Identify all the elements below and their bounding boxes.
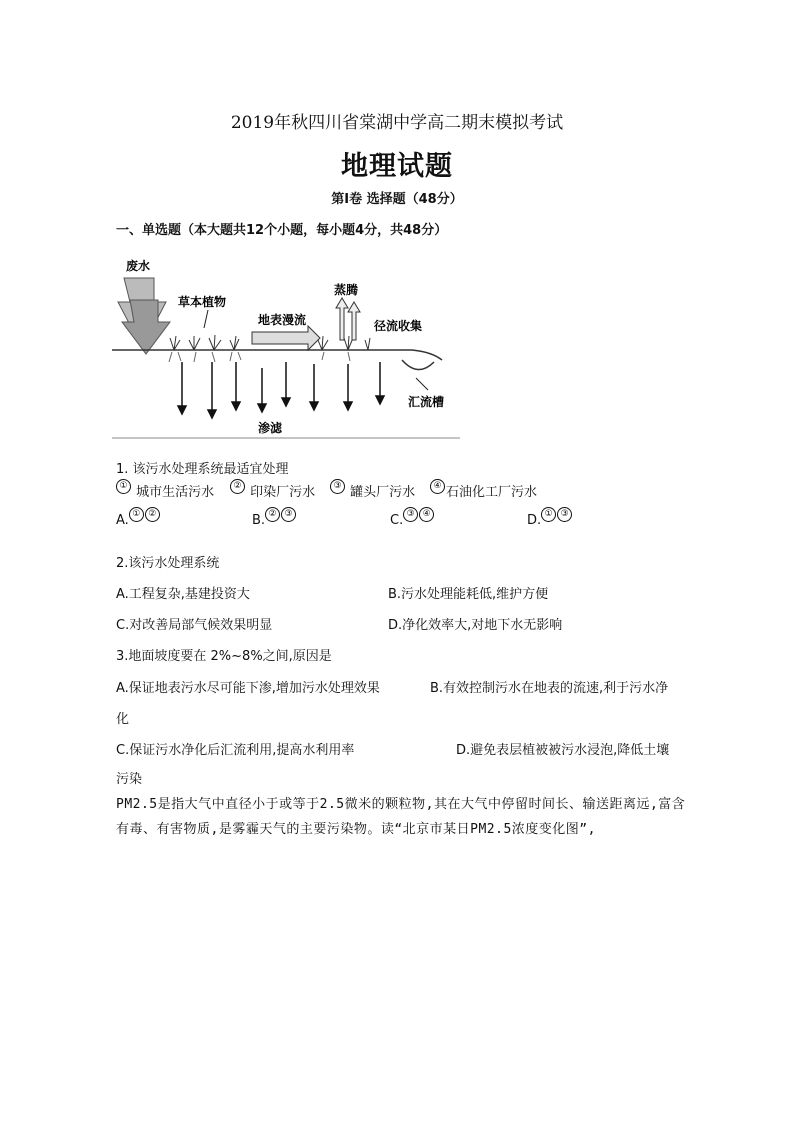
q1-item-4: ④ 石油化工厂污水: [430, 481, 537, 500]
circled-number: ③: [330, 479, 345, 494]
q1-item-2: ② 印染厂污水: [230, 481, 315, 500]
circled-number: ②: [230, 479, 245, 494]
section-heading: 一、单选题（本大题共12个小题，每小题4分，共48分）: [116, 223, 448, 238]
q1-option-d[interactable]: D. ① ③: [527, 513, 573, 528]
evaporation-arrows-icon: [336, 298, 360, 340]
q3-option-c[interactable]: C.保证污水净化后汇流利用,提高水利用率: [116, 743, 355, 758]
q3-option-b-cont: 化: [116, 712, 130, 727]
pm25-passage: PM2.5是指大气中直径小于或等于2.5微米的颗粒物,其在大气中停留时间长、输送距离远,富含有毒、有害物质,是雾霾天气的主要污染物。读“北京市某日PM2.5浓度变化图”,: [116, 797, 686, 837]
q3-stem: 3.地面坡度要在 2%~8%之间,原因是: [116, 649, 332, 664]
q1-item-1: ① 城市生活污水: [116, 481, 214, 500]
q3-option-d-cont: 污染: [116, 772, 143, 787]
q2-option-d[interactable]: D.净化效率大,对地下水无影响: [388, 618, 563, 633]
seepage-arrows-icon: [178, 362, 384, 418]
q2-option-c[interactable]: C.对改善局部气候效果明显: [116, 618, 273, 633]
q1-item-3: ③ 罐头厂污水: [330, 481, 415, 500]
label-plants: 草本植物: [178, 295, 227, 309]
overland-flow-arrow-icon: [252, 326, 320, 350]
q2-option-a[interactable]: A.工程复杂,基建投资大: [116, 587, 250, 602]
exam-subtitle: 2019年秋四川省棠湖中学高二期末模拟考试: [230, 113, 564, 133]
q1-option-b[interactable]: B. ② ③: [252, 513, 297, 528]
volume-heading: 第Ⅰ卷 选择题（48分）: [331, 192, 463, 207]
q3-option-b[interactable]: B.有效控制污水在地表的流速,利于污水净: [430, 681, 669, 696]
channel-icon: [402, 360, 434, 370]
q3-option-d[interactable]: D.避免表层植被被污水浸泡,降低土壤: [456, 743, 670, 758]
label-wastewater: 废水: [126, 259, 151, 273]
label-seepage: 渗滤: [258, 421, 283, 435]
q2-stem: 2.该污水处理系统: [116, 556, 220, 571]
circled-number: ④: [430, 479, 445, 494]
q2-option-b[interactable]: B.污水处理能耗低,维护方便: [388, 587, 549, 602]
circled-number: ①: [116, 479, 131, 494]
label-evaporation: 蒸腾: [334, 283, 359, 297]
label-runoff: 径流收集: [374, 319, 423, 333]
label-channel: 汇流槽: [408, 395, 445, 409]
sewage-treatment-diagram: [112, 250, 462, 442]
exam-title: 地理试题: [341, 151, 453, 182]
q1-stem: 1. 该污水处理系统最适宜处理: [116, 462, 289, 477]
q3-option-a[interactable]: A.保证地表污水尽可能下渗,增加污水处理效果: [116, 681, 380, 696]
q1-option-a[interactable]: A. ① ②: [116, 513, 161, 528]
label-overland: 地表漫流: [258, 313, 307, 327]
q1-option-c[interactable]: C. ③ ④: [390, 513, 435, 528]
